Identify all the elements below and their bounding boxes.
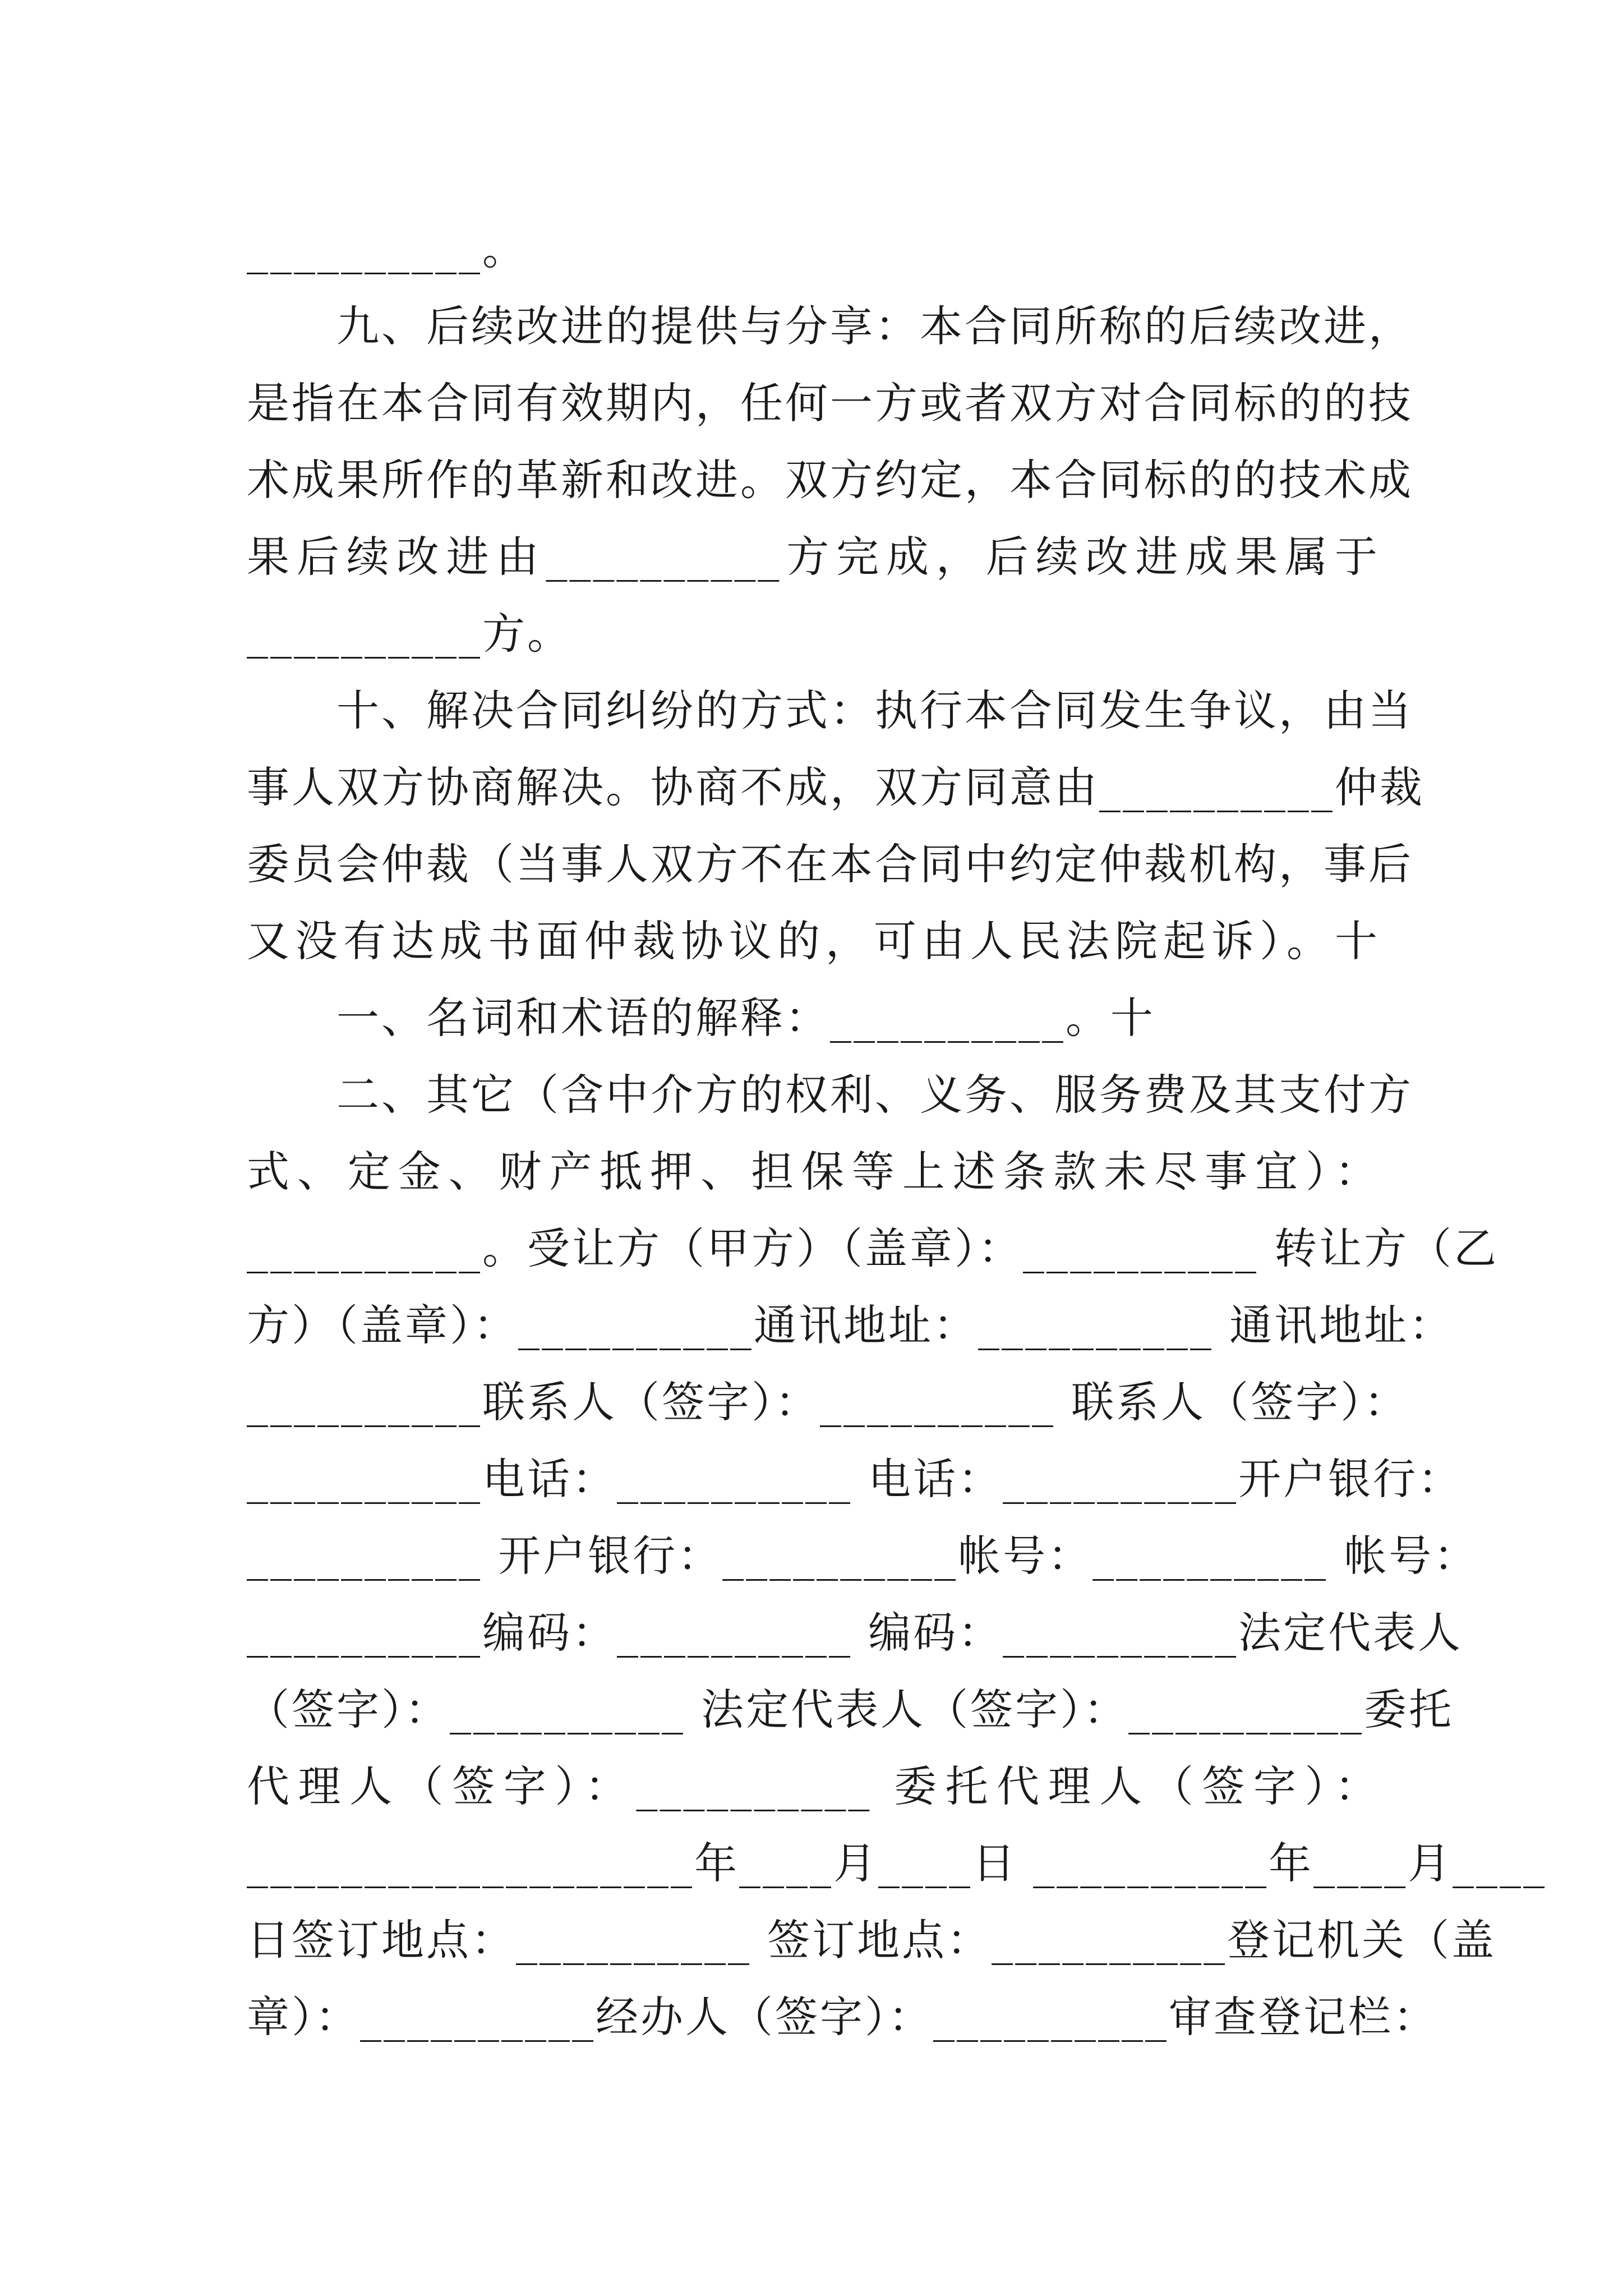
text-line-1: __________。 — [247, 224, 527, 274]
text-line-21: 代理人（签字）：__________ 委托代理人（签字）： — [247, 1761, 1380, 1811]
text-line-20: （签字）：__________ 法定代表人（签字）：__________委托 — [247, 1685, 1454, 1734]
text-line-23: 日签订地点：__________ 签订地点：__________登记机关（盖 — [247, 1915, 1497, 1965]
text-line-2: 九、后续改进的提供与分享：本合同所称的后续改进， — [336, 301, 1413, 351]
text-line-15: 方）（盖章）：__________通讯地址：__________ 通讯地址： — [247, 1300, 1454, 1350]
text-line-22: ___________________年____月____日 __________年____月____ — [247, 1838, 1547, 1888]
text-line-24: 章）：__________经办人（签字）：__________审查登记栏： — [247, 1992, 1438, 2042]
text-line-9: 委员会仲裁（当事人双方不在本合同中约定仲裁机构，事后 — [247, 839, 1413, 889]
text-line-12: 二、其它（含中介方的权利、义务、服务费及其支付方 — [336, 1070, 1413, 1120]
text-line-13: 式、定金、财产抵押、担保等上述条款未尽事宜）： — [247, 1147, 1380, 1197]
text-line-16: __________联系人（签字）：__________ 联系人（签字）： — [247, 1377, 1409, 1427]
text-line-3: 是指在本合同有效期内，任何一方或者双方对合同标的的技 — [247, 378, 1413, 428]
text-line-18: __________ 开户银行：__________帐号：__________ 帐号： — [247, 1531, 1479, 1581]
text-line-5: 果后续改进由__________方完成，后续改进成果属于 — [247, 532, 1380, 582]
text-line-14: __________。受让方（甲方）（盖章）：__________ 转让方（乙 — [247, 1223, 1499, 1273]
text-line-4: 术成果所作的革新和改进。双方约定，本合同标的的技术成 — [247, 455, 1413, 505]
text-line-7: 十、解决合同纠纷的方式：执行本合同发生争议，由当 — [336, 685, 1413, 735]
text-line-8: 事人双方协商解决。协商不成，双方同意由__________仲裁 — [247, 762, 1424, 812]
text-line-19: __________编码：__________ 编码：__________法定代表人 — [247, 1608, 1463, 1658]
text-line-11: 一、名词和术语的解释：__________。十 — [336, 993, 1155, 1043]
text-line-10: 又没有达成书面仲裁协议的，可由人民法院起诉）。十 — [247, 916, 1380, 966]
text-line-17: __________电话：__________ 电话：__________开户银行： — [247, 1454, 1463, 1504]
text-line-6: __________方。 — [247, 609, 572, 659]
